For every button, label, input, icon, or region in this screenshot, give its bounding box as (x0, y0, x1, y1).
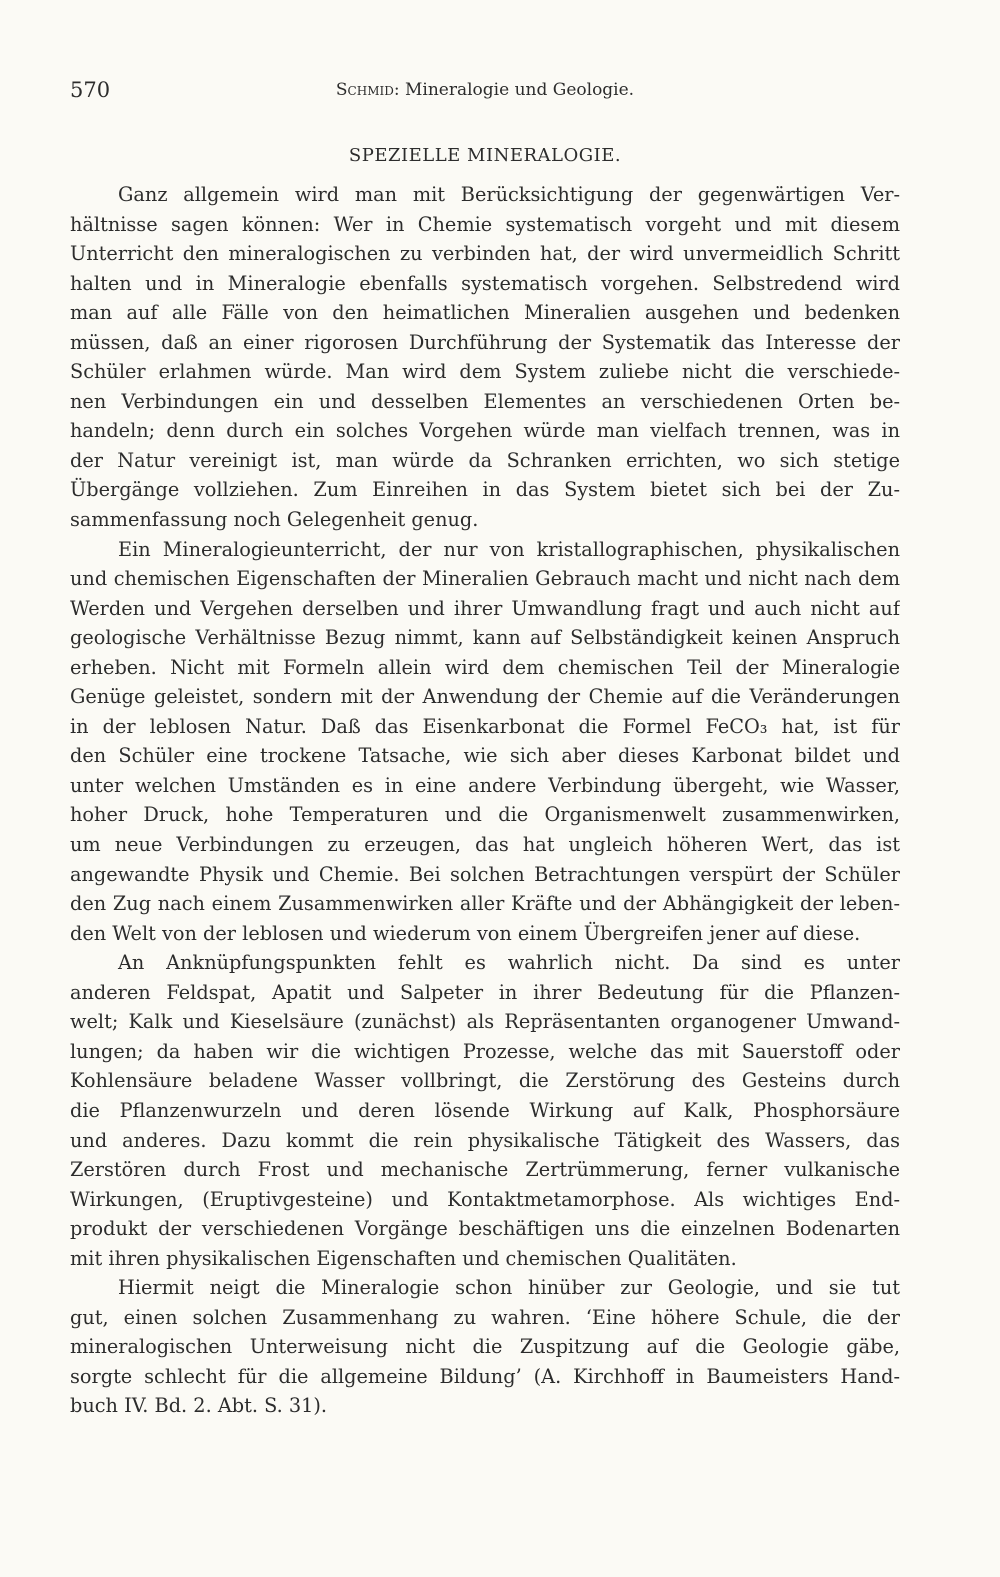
text-line: den Zug nach einem Zusammenwirken aller Kräfte und der Abhängigkeit der leben- (70, 892, 900, 916)
page-number: 570 (70, 78, 111, 102)
text-line: hoher Druck, hohe Temperaturen und die Organismenwelt zusammenwirken, (70, 803, 900, 827)
paragraph-4 (70, 1273, 900, 1421)
text-line: Ganz allgemein wird man mit Berücksichtigung der gegenwärtigen Ver- (118, 183, 900, 206)
text-line: Kohlensäure beladene Wasser vollbringt, die Zerstörung des Gesteins durch (70, 1069, 900, 1093)
text-line: Genüge geleistet, sondern mit der Anwendung der Chemie auf die Veränderungen (70, 685, 900, 709)
text-line: den Schüler eine trockene Tatsache, wie sich aber dieses Karbonat bildet und (70, 744, 900, 768)
text-line: mineralogischen Unterweisung nicht die Zuspitzung auf die Geologie gäbe, (70, 1335, 900, 1359)
running-head-separator: : (393, 80, 400, 100)
text-line: Übergänge vollziehen. Zum Einreihen in das System bietet sich bei der Zu- (70, 478, 900, 502)
text-line: und chemischen Eigenschaften der Mineralien Gebrauch macht und nicht nach dem (70, 567, 900, 591)
section-title: SPEZIELLE MINERALOGIE. (348, 145, 622, 166)
text-line: nen Verbindungen ein und desselben Elementes an verschiedenen Orten be- (70, 389, 900, 413)
text-line: lungen; da haben wir die wichtigen Prozesse, welche das mit Sauerstoff oder (70, 1039, 900, 1063)
text-line: geologische Verhältnisse Bezug nimmt, kann auf Selbständigkeit keinen Anspruch (70, 626, 900, 650)
text-line: Zerstören durch Frost und mechanische Zertrümmerung, ferner vulkanische (70, 1158, 900, 1182)
text-line: der Natur vereinigt ist, man würde da Schranken errichten, wo sich stetige (70, 448, 900, 472)
running-head-title: Mineralogie und Geologie. (399, 80, 635, 100)
text-line: buch IV. Bd. 2. Abt. S. 31). (70, 1394, 328, 1418)
paragraph-1 (70, 180, 900, 535)
text-line: hältnisse sagen können: Wer in Chemie systematisch vorgeht und mit diesem (70, 212, 900, 236)
text-line: unter welchen Umständen es in eine andere Verbindung übergeht, wie Wasser, (70, 773, 900, 797)
text-line: An Anknüpfungspunkten fehlt es wahrlich nicht. Da sind es unter (118, 951, 900, 975)
page-header (70, 78, 900, 108)
body-text (70, 180, 900, 1421)
text-line: welt; Kalk und Kieselsäure (zunächst) als Repräsentanten organogener Umwand- (70, 1010, 900, 1034)
text-line: Schüler erlahmen würde. Man wird dem System zuliebe nicht die verschiede- (70, 360, 900, 384)
text-line: die Pflanzenwurzeln und deren lösende Wirkung auf Kalk, Phosphorsäure (70, 1098, 900, 1122)
text-line: erheben. Nicht mit Formeln allein wird dem chemischen Teil der Mineralogie (70, 655, 900, 679)
text-line: man auf alle Fälle von den heimatlichen Mineralien ausgehen und bedenken (70, 301, 900, 325)
text-line: und anderes. Dazu kommt die rein physikalische Tätigkeit des Wassers, das (70, 1128, 900, 1152)
text-line: Ein Mineralogieunterricht, der nur von kristallographischen, physikalischen (118, 537, 900, 561)
text-line: Wirkungen, (Eruptivgesteine) und Kontaktmetamorphose. Als wichtiges End- (70, 1187, 900, 1211)
text-line: mit ihren physikalischen Eigenschaften und chemischen Qualitäten. (70, 1246, 737, 1270)
text-line: sammenfassung noch Gelegenheit genug. (70, 508, 479, 532)
text-line: Hiermit neigt die Mineralogie schon hinüber zur Geologie, und sie tut (118, 1276, 900, 1300)
text-line: angewandte Physik und Chemie. Bei solchen Betrachtungen verspürt der Schüler (70, 862, 900, 886)
text-line: müssen, daß an einer rigorosen Durchführung der Systematik das Interesse der (70, 330, 900, 354)
text-line: den Welt von der leblosen und wiederum von einem Übergreifen jener auf diese. (70, 921, 861, 945)
text-line: Unterricht den mineralogischen zu verbinden hat, der wird unvermeidlich Schritt (70, 242, 900, 266)
text-line: gut, einen solchen Zusammenhang zu wahren. ‘Eine höhere Schule, die der (70, 1305, 900, 1329)
text-line: halten und in Mineralogie ebenfalls systematisch vorgehen. Selbstredend wird (70, 271, 900, 295)
text-line: Werden und Vergehen derselben und ihrer Umwandlung fragt und auch nicht auf (70, 596, 900, 620)
text-line: sorgte schlecht für die allgemeine Bildung’ (A. Kirchhoff in Baumeisters Hand- (70, 1364, 900, 1388)
text-line: handeln; denn durch ein solches Vorgehen würde man vielfach trennen, was in (70, 419, 900, 443)
text-line: produkt der verschiedenen Vorgänge beschäftigen uns die einzelnen Bodenarten (70, 1217, 900, 1241)
text-line: anderen Feldspat, Apatit und Salpeter in ihrer Bedeutung für die Pflanzen- (70, 980, 900, 1004)
running-head-author: Schmid (335, 80, 394, 100)
text-line: um neue Verbindungen zu erzeugen, das hat ungleich höheren Wert, das ist (70, 833, 900, 857)
paragraph-3 (70, 948, 900, 1273)
paragraph-2 (70, 535, 900, 949)
running-head (70, 80, 900, 100)
text-line: in der leblosen Natur. Daß das Eisenkarbonat die Formel FeCO₃ hat, ist für (70, 714, 900, 738)
